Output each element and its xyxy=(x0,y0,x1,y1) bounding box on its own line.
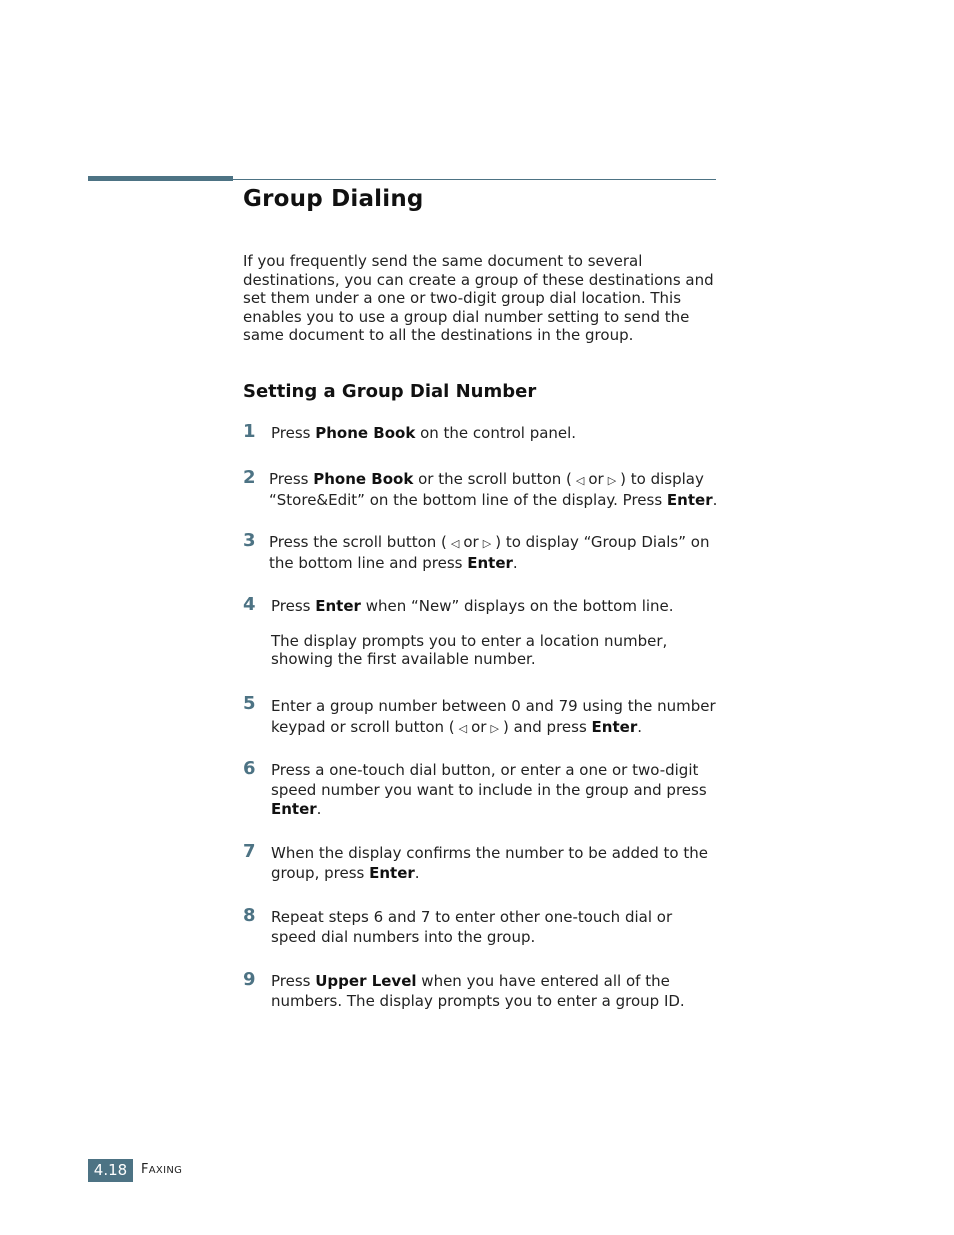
step-text: Press Upper Level when you have entered all of the numbers. The display prompts you to enter a group ID. xyxy=(271,972,685,1010)
step-number: 9 xyxy=(243,969,256,990)
intro-paragraph: If you frequently send the same document to several destinations, you can create a group of these destinations and set them under a one or two-digit group dial location. This enables you to use a group dial number setting to send the same document to all the destinations in the group. xyxy=(243,252,714,345)
step-text: Enter a group number between 0 and 79 using the number keypad or scroll button ( ◁ or ▷ ) and press Enter. xyxy=(271,696,721,739)
step-2 xyxy=(243,467,721,510)
page-title: Group Dialing xyxy=(243,186,424,212)
scroll-left-icon: ◁ xyxy=(575,474,585,487)
step-5 xyxy=(243,693,721,739)
step-number: 1 xyxy=(243,421,256,442)
step-text: Repeat steps 6 and 7 to enter other one-touch dial or speed dial numbers into the group. xyxy=(271,908,673,946)
scroll-left-icon: ◁ xyxy=(458,722,468,735)
step-number: 8 xyxy=(243,905,256,926)
header-rule-thin xyxy=(233,179,716,180)
step-number: 5 xyxy=(243,693,256,714)
step-number: 2 xyxy=(243,467,256,488)
step-text: Press the scroll button ( ◁ or ▷ ) to display “Group Dials” on the bottom line and press Enter. xyxy=(269,533,710,572)
step-text: Press Phone Book or the scroll button ( ◁ or ▷ ) to display “Store&Edit” on the bottom line of the display. Press Enter. xyxy=(269,470,718,509)
scroll-right-icon: ▷ xyxy=(490,722,499,735)
scroll-right-icon: ▷ xyxy=(482,537,492,550)
step-text: When the display confirms the number to be added to the group, press Enter. xyxy=(271,844,708,882)
step-number: 7 xyxy=(243,841,256,862)
step-9 xyxy=(243,969,721,1011)
step-text: Press a one-touch dial button, or enter a one or two-digit speed number you want to include in the group and press Enter. xyxy=(271,761,707,818)
step-text: Press Enter when “New” displays on the bottom line. xyxy=(271,597,674,615)
step-number: 6 xyxy=(243,758,256,779)
section-title: Setting a Group Dial Number xyxy=(243,381,537,402)
step-text: Press Phone Book on the control panel. xyxy=(271,424,577,442)
step-number: 3 xyxy=(243,530,256,551)
header-rule-thick xyxy=(88,176,233,181)
scroll-right-icon: ▷ xyxy=(607,474,617,487)
step-8 xyxy=(243,905,721,947)
step-1 xyxy=(243,421,721,444)
step-3 xyxy=(243,530,721,573)
step-number: 4 xyxy=(243,594,256,615)
step-4 xyxy=(243,594,721,669)
page-number: 4.18 xyxy=(88,1159,133,1182)
step-note: The display prompts you to enter a location number, showing the first available number. xyxy=(271,631,668,669)
scroll-left-icon: ◁ xyxy=(450,537,460,550)
step-6 xyxy=(243,758,721,820)
footer-section-title: FAXING xyxy=(141,1162,183,1177)
step-7 xyxy=(243,841,721,883)
